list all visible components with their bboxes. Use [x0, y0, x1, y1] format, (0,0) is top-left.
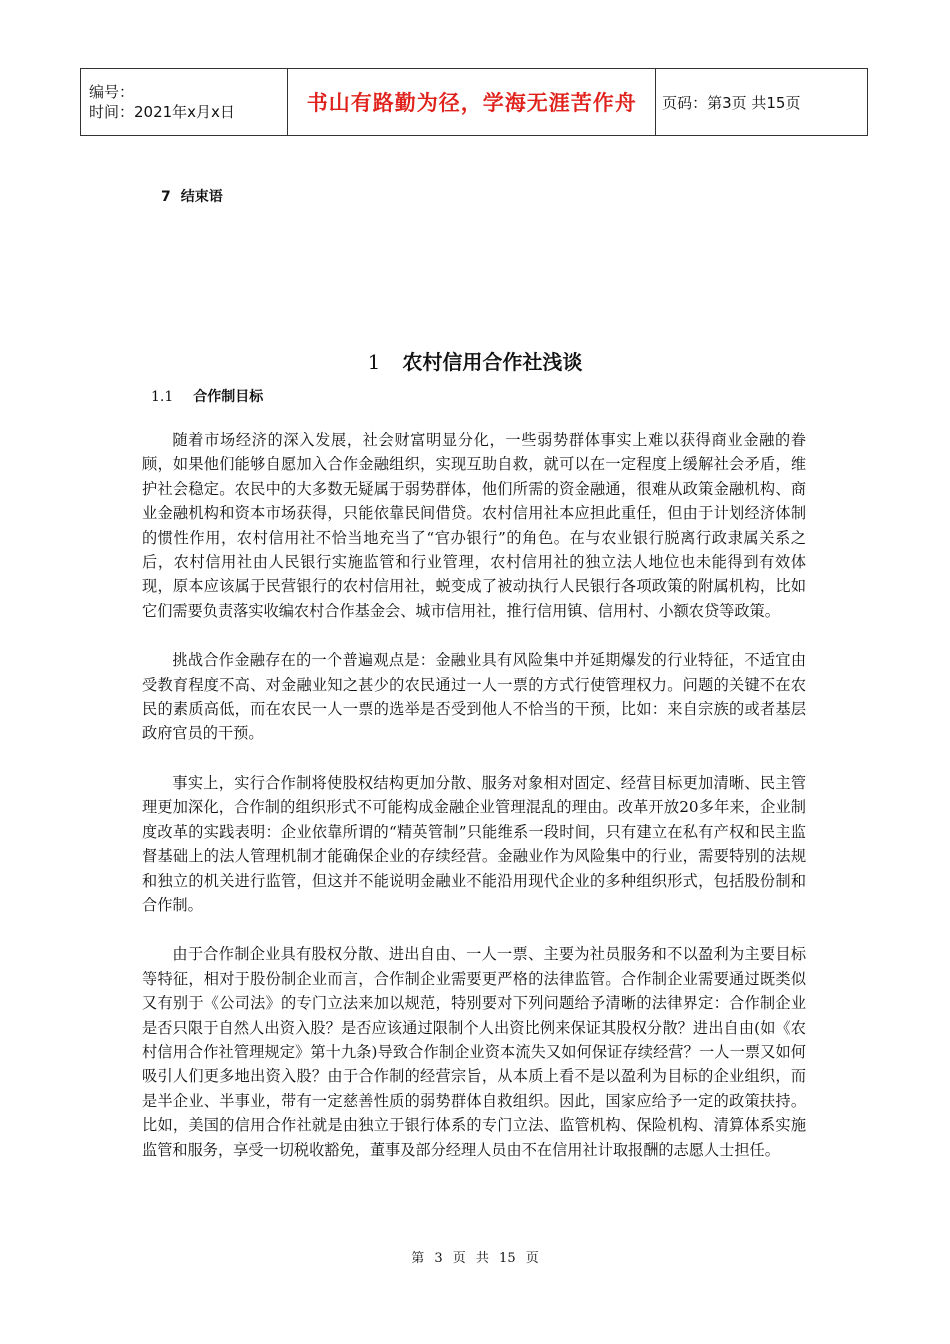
- header-motto: 书山有路勤为径，学海无涯苦作舟: [288, 69, 656, 136]
- toc-entry: [161, 186, 223, 206]
- header-meta-cell: [81, 69, 288, 136]
- toc-entry-number: 7: [161, 189, 171, 205]
- chapter-title-text: 农村信用合作社浅谈: [402, 350, 583, 374]
- chapter-number: 1: [367, 350, 381, 374]
- body-text: [142, 428, 806, 1187]
- toc-entry-title: 结束语: [180, 189, 223, 205]
- section-title-text: 合作制目标: [193, 389, 264, 405]
- page-footer: 第 3 页 共 15 页: [411, 1251, 539, 1266]
- paragraph: 由于合作制企业具有股权分散、进出自由、一人一票、主要为社员服务和不以盈利为主要目标等特征，相对于股份制企业而言，合作制企业需要更严格的法律监管。合作制企业需要通过既类似又有别于《公司法》的专门立法来加以规范，特别要对下列问题给予清晰的法律界定：合作制企业是否只限于自然人出资入股？是否应该通过限制个人出资比例来保证其股权分散？进出自由(如《农村信用合作社管理规定》第十九条)导致合作制企业资本流失又如何保证存续经营？一人一票又如何吸引人们更多地出资入股？由于合作制的经营宗旨，从本质上看不是以盈利为目标的企业组织，而是半企业、半事业，带有一定慈善性质的弱势群体自救组织。因此，国家应给予一定的政策扶持。比如，美国的信用合作社就是由独立于银行体系的专门立法、监管机构、保险机构、清算体系实施监管和服务，享受一切税收豁免，董事及部分经理人员由不在信用社计取报酬的志愿人士担任。: [142, 945, 806, 1159]
- page-header-table: [80, 68, 868, 136]
- chapter-title: [0, 346, 950, 375]
- header-number-label: 编号：: [89, 83, 135, 101]
- paragraph: 挑战合作金融存在的一个普遍观点是：金融业具有风险集中并延期爆发的行业特征，不适宜由受教育程度不高、对金融业知之甚少的农民通过一人一票的方式行使管理权力。问题的关键不在农民的素质高低，而在农民一人一票的选举是否受到他人不恰当的干预，比如：来自宗族的或者基层政府官员的干预。: [142, 651, 806, 743]
- paragraph: 事实上，实行合作制将使股权结构更加分散、服务对象相对固定、经营目标更加清晰、民主管理更加深化，合作制的组织形式不可能构成金融企业管理混乱的理由。改革开放20多年来，企业制度改革的实践表明：企业依靠所谓的“精英管制”只能维系一段时间，只有建立在私有产权和民主监督基础上的法人管理机制才能确保企业的存续经营。金融业作为风险集中的行业，需要特别的法规和独立的机关进行监管，但这并不能说明金融业不能沿用现代企业的多种组织形式，包括股份制和合作制。: [142, 773, 806, 914]
- header-page-label: 页码：第3页 共15页: [656, 69, 868, 136]
- header-time-label: 时间：2021年x月x日: [89, 103, 235, 121]
- paragraph: 随着市场经济的深入发展，社会财富明显分化，一些弱势群体事实上难以获得商业金融的眷顾，如果他们能够自愿加入合作金融组织，实现互助自救，就可以在一定程度上缓解社会矛盾，维护社会稳定。农民中的大多数无疑属于弱势群体，他们所需的资金融通，很难从政策金融机构、商业金融机构和资本市场获得，只能依靠民间借贷。农村信用社本应担此重任，但由于计划经济体制的惯性作用，农村信用社不恰当地充当了“官办银行”的角色。在与农业银行脱离行政隶属关系之后，农村信用社由人民银行实施监管和行业管理，农村信用社的独立法人地位也未能得到有效体现，原本应该属于民营银行的农村信用社，蜕变成了被动执行人民银行各项政策的附属机构，比如它们需要负责落实收编农村合作基金会、城市信用社，推行信用镇、信用村、小额农贷等政策。: [142, 431, 806, 620]
- section-number: 1.1: [151, 389, 174, 405]
- section-title: [151, 386, 263, 406]
